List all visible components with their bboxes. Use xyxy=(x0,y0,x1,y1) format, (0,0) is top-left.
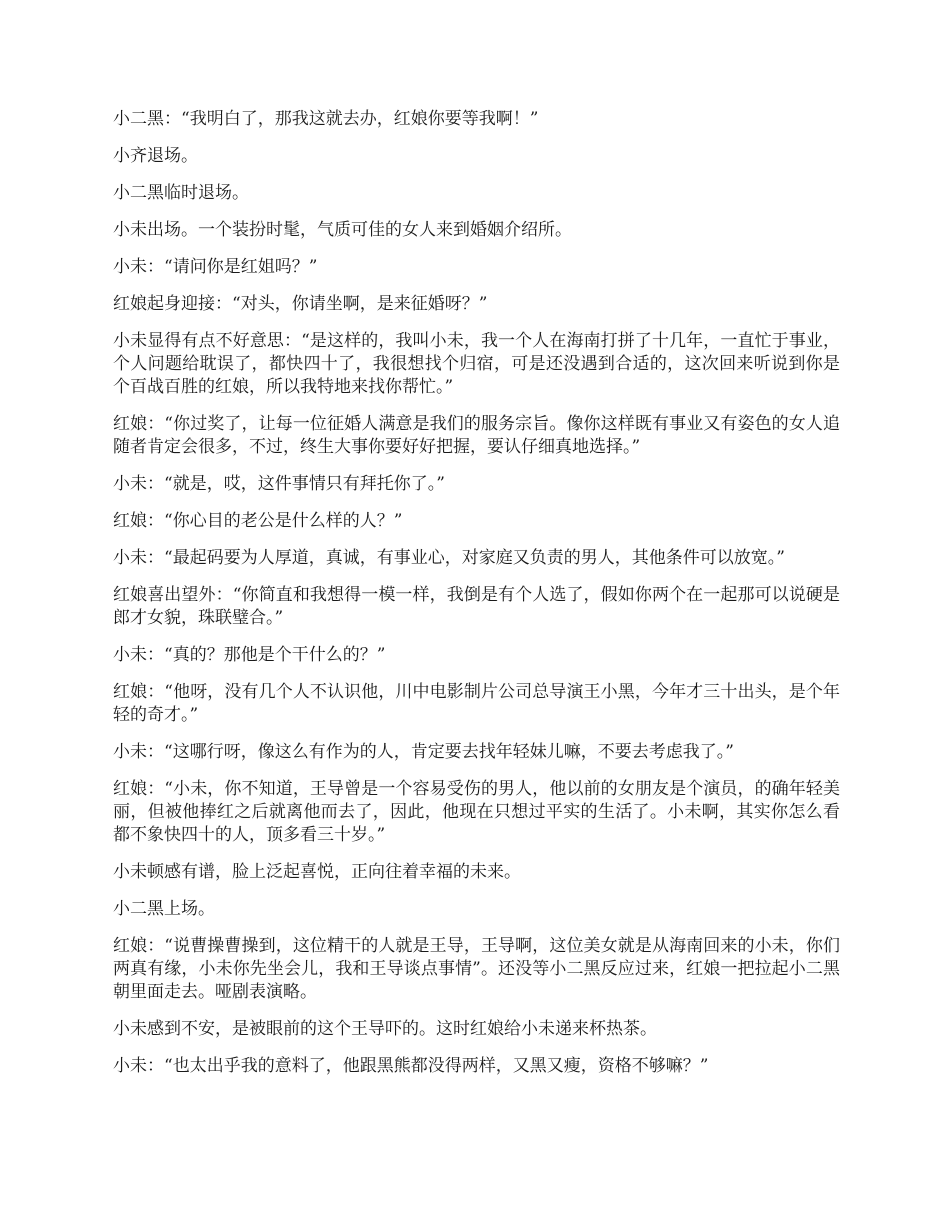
paragraph: 小未顿感有谱，脸上泛起喜悦，正向往着幸福的未来。 xyxy=(113,862,521,882)
paragraph: 小未：“就是，哎，这件事情只有拜托你了。” xyxy=(113,474,445,494)
paragraph: 小未：“请问你是红姐吗？” xyxy=(113,257,318,277)
paragraph: 小未：“最起码要为人厚道，真诚，有事业心，对家庭又负责的男人，其他条件可以放宽。” xyxy=(113,548,785,568)
paragraph: 小未出场。一个装扮时髦，气质可佳的女人来到婚姻介绍所。 xyxy=(113,220,572,240)
paragraph: 小未显得有点不好意思：“是这样的，我叫小未，我一个人在海南打拼了十几年，一直忙于事业，个人问题给耽误了，都快四十了，我很想找个归宿，可是还没遇到合适的，这次回来听说到你是个百战百胜的红娘，所以我特地来找你帮忙。” xyxy=(113,331,840,397)
paragraph: 红娘喜出望外：“你简直和我想得一模一样，我倒是有个人选了，假如你两个在一起那可以说硬是郎才女貌，珠联璧合。” xyxy=(113,585,840,628)
paragraph: 红娘：“说曹操曹操到，这位精干的人就是王导，王导啊，这位美女就是从海南回来的小未，你们两真有缘，小未你先坐会儿，我和王导谈点事情”。还没等小二黑反应过来，红娘一把拉起小二黑朝里面走去。哑剧表演略。 xyxy=(113,936,840,1002)
paragraph: 红娘：“小未，你不知道，王导曾是一个容易受伤的男人，他以前的女朋友是个演员，的确年轻美丽，但被他捧红之后就离他而去了，因此，他现在只想过平实的生活了。小未啊，其实你怎么看都不象快四十的人，顶多看三十岁。” xyxy=(113,779,840,845)
paragraph: 红娘起身迎接：“对头，你请坐啊，是来征婚呀？” xyxy=(113,294,488,314)
paragraph: 红娘：“他呀，没有几个人不认识他，川中电影制片公司总导演王小黑，今年才三十出头，是个年轻的奇才。” xyxy=(113,682,840,725)
paragraph: 小二黑临时退场。 xyxy=(113,183,249,203)
paragraph: 小未：“也太出乎我的意料了，他跟黑熊都没得两样，又黑又瘦，资格不够嘛？” xyxy=(113,1056,709,1076)
paragraph: 红娘：“你心目的老公是什么样的人？” xyxy=(113,511,403,531)
paragraph: 小未感到不安，是被眼前的这个王导吓的。这时红娘给小未递来杯热茶。 xyxy=(113,1019,657,1039)
paragraph: 小未：“这哪行呀，像这么有作为的人，肯定要去找年轻妹儿嘛，不要去考虑我了。” xyxy=(113,742,734,762)
paragraph: 小二黑上场。 xyxy=(113,899,215,919)
document-page xyxy=(113,108,840,1092)
paragraph: 小齐退场。 xyxy=(113,146,198,166)
paragraph: 小二黑：“我明白了，那我这就去办，红娘你要等我啊！” xyxy=(113,109,539,129)
paragraph: 小未：“真的？那他是个干什么的？” xyxy=(113,645,386,665)
paragraph: 红娘：“你过奖了，让每一位征婚人满意是我们的服务宗旨。像你这样既有事业又有姿色的女人追随者肯定会很多，不过，终生大事你要好好把握，要认仔细真地选择。” xyxy=(113,414,840,457)
